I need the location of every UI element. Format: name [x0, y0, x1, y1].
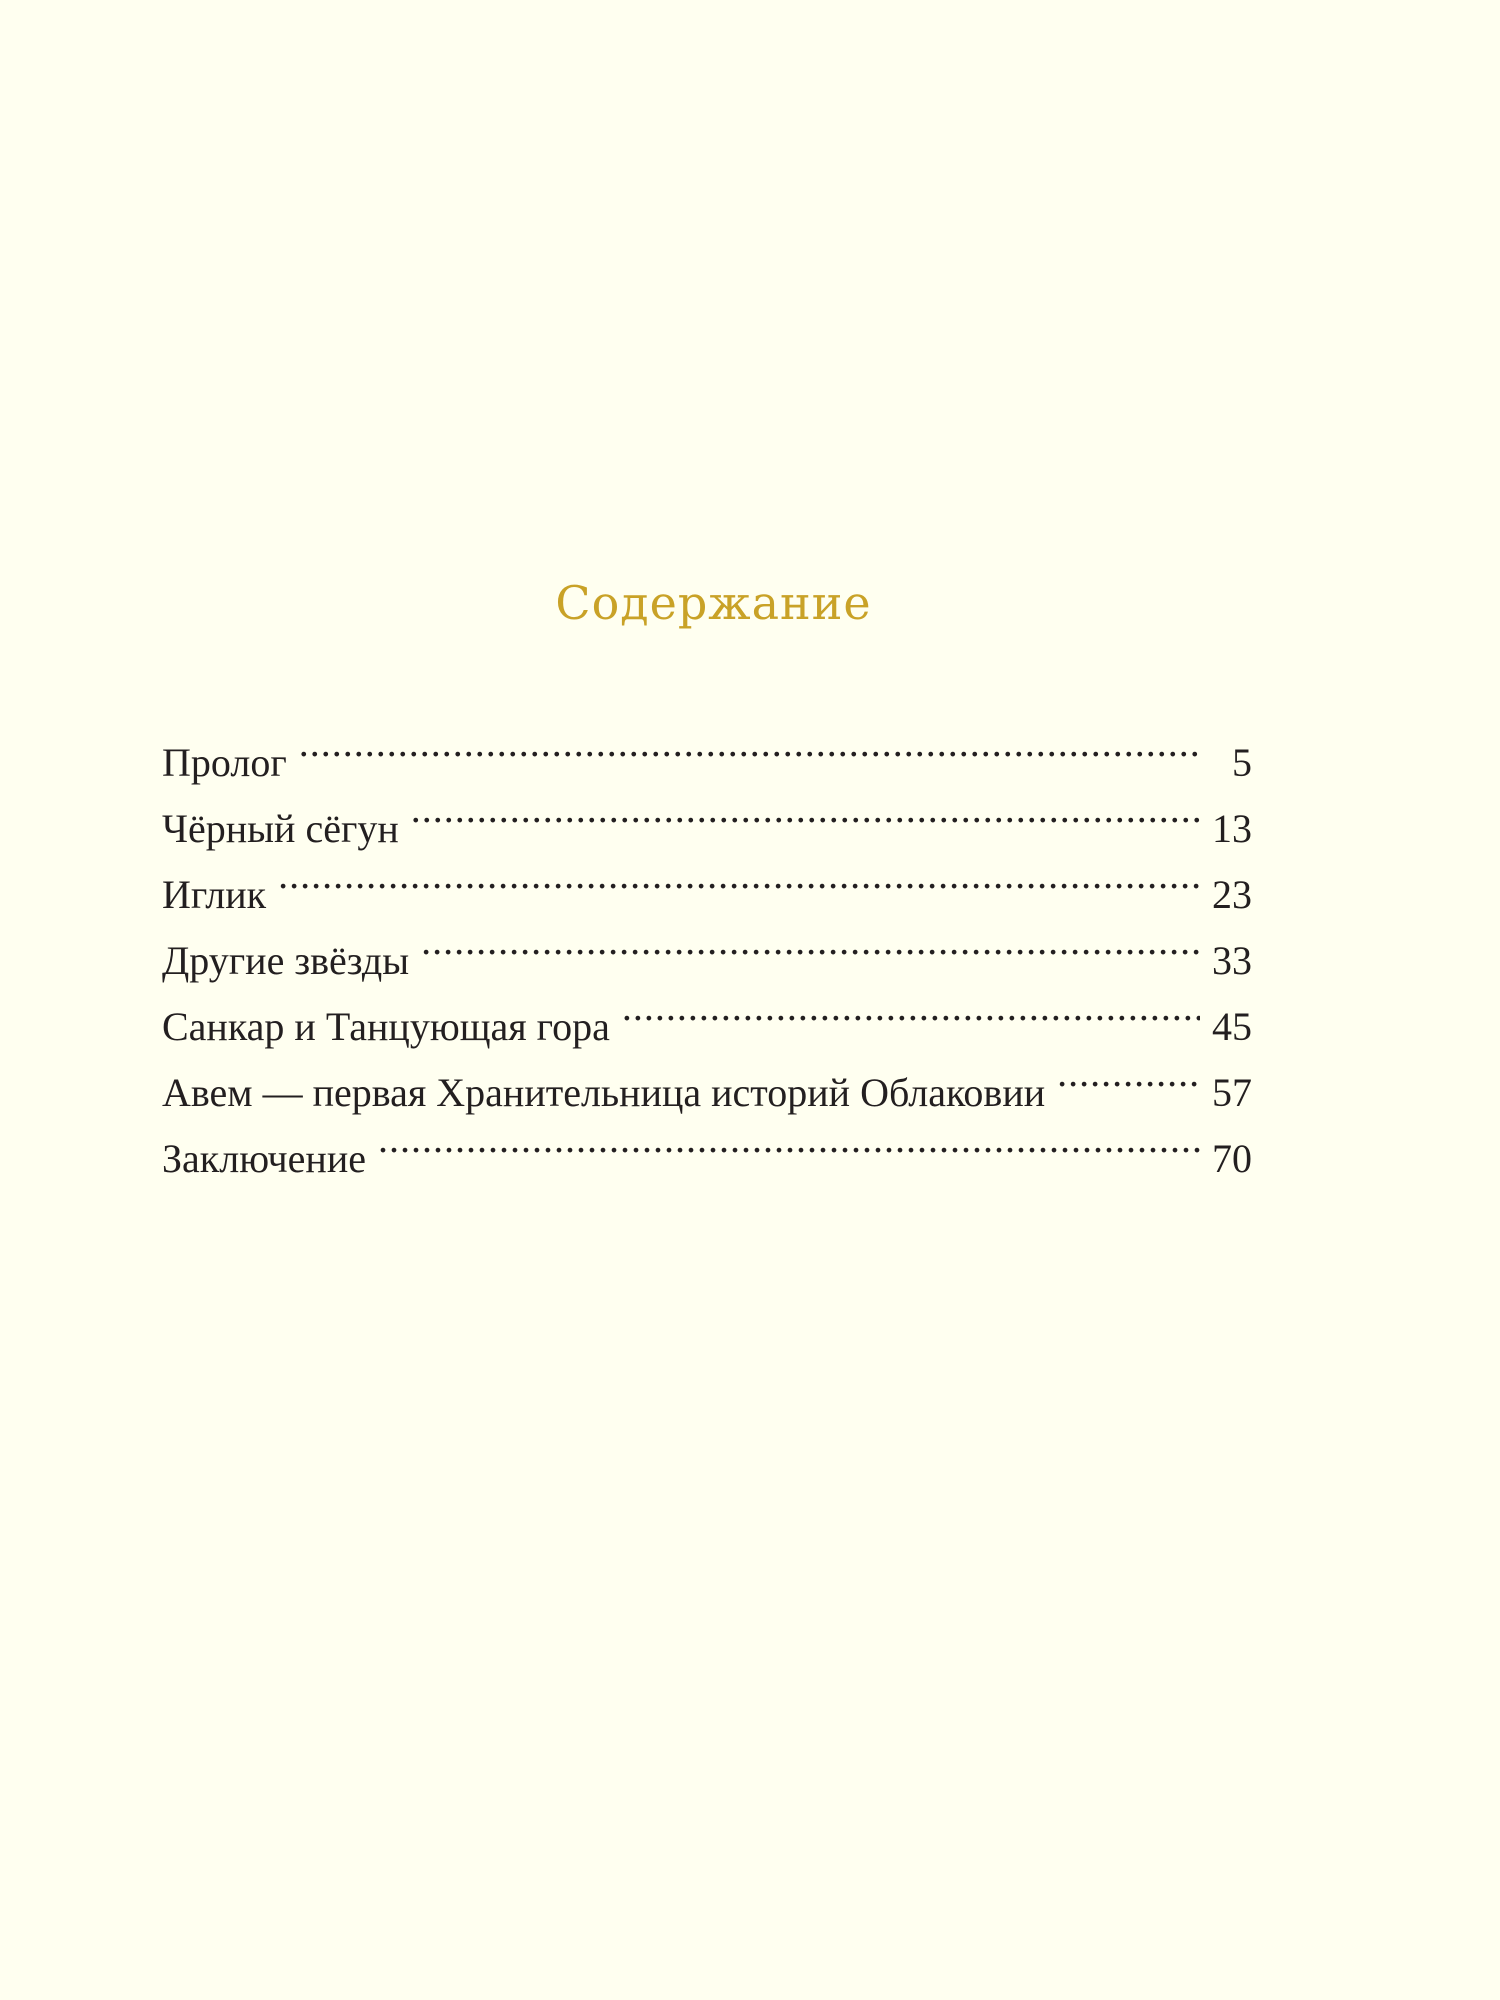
toc-entry-title: Иглик	[162, 872, 267, 917]
toc-page-number: 57	[1212, 1070, 1252, 1115]
toc-page-number: 70	[1212, 1136, 1252, 1181]
toc-entry[interactable]	[162, 776, 1252, 851]
dot-leader	[622, 974, 1200, 1040]
dot-leader	[299, 710, 1200, 776]
dot-leader	[378, 1106, 1200, 1172]
toc-page-number: 45	[1212, 1004, 1252, 1049]
toc-page-number: 33	[1212, 938, 1252, 983]
toc-entry-title: Авем — первая Хранительница историй Облаковии	[162, 1070, 1046, 1115]
toc-entry[interactable]	[162, 842, 1252, 917]
toc-entry-title: Заключение	[162, 1136, 366, 1181]
toc-entry[interactable]	[162, 908, 1252, 983]
toc-entry[interactable]	[162, 710, 1252, 785]
dot-leader	[411, 776, 1200, 842]
toc-entry-title: Санкар и Танцующая гора	[162, 1004, 610, 1049]
toc-entry-title: Пролог	[162, 740, 287, 785]
dot-leader	[278, 842, 1200, 908]
table-of-contents	[162, 710, 1252, 1181]
page-title: Содержание	[555, 576, 872, 630]
toc-page-number: 23	[1212, 872, 1252, 917]
toc-entry-title: Другие звёзды	[162, 938, 410, 983]
toc-entry-title: Чёрный сёгун	[162, 806, 399, 851]
toc-page-number: 5	[1232, 740, 1252, 785]
dot-leader	[421, 908, 1200, 974]
dot-leader	[1057, 1040, 1200, 1106]
toc-page-number: 13	[1212, 806, 1252, 851]
